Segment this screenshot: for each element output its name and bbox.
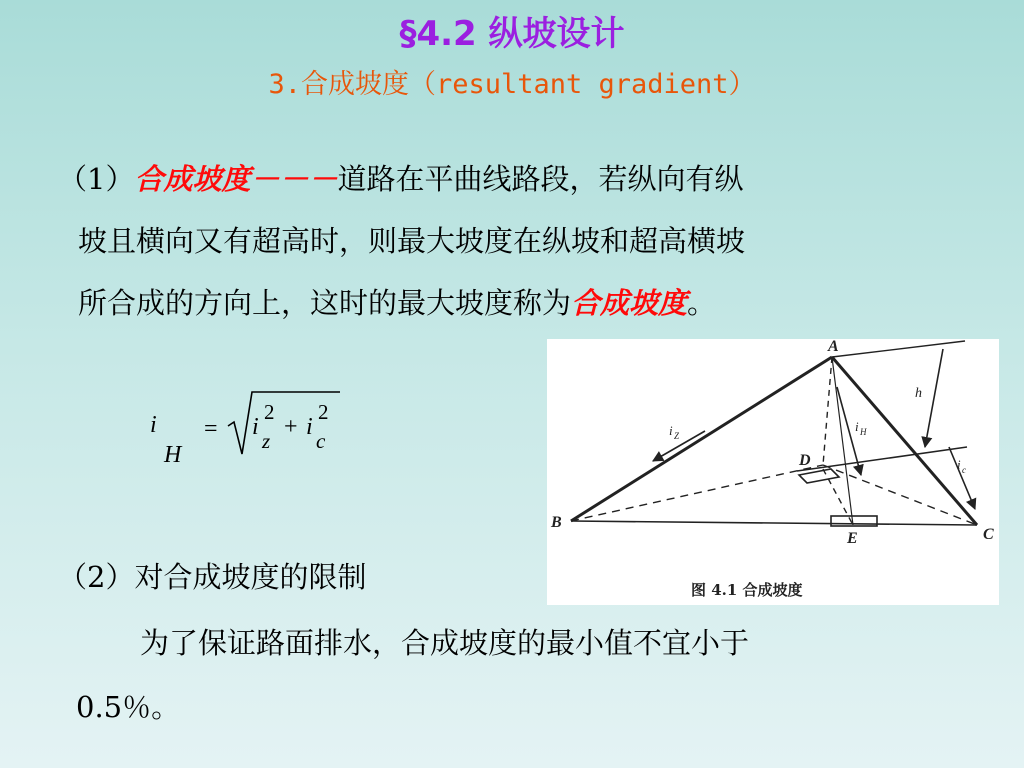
formula-plus: +: [284, 414, 298, 440]
page-subtitle: 3.合成坡度（resultant gradient）: [268, 69, 756, 100]
dashed-ad: [823, 357, 832, 465]
period: 。: [687, 286, 717, 320]
formula-sup-1: 2: [264, 400, 275, 424]
label-iz: i: [669, 423, 673, 438]
arrow-ic: [949, 447, 975, 509]
term-highlight: 合成坡度－－－: [134, 162, 338, 196]
point-b-label: B: [551, 514, 562, 531]
dashed-bd: [571, 465, 823, 521]
formula-lhs-var: i: [150, 412, 157, 438]
formula-sub-2: c: [316, 429, 326, 453]
formula-lhs-sub: H: [164, 442, 182, 468]
definition-line-3: 所合成的方向上，这时的最大坡度称为: [78, 286, 572, 320]
resultant-gradient-formula: [146, 388, 356, 468]
figure-svg: [547, 339, 999, 605]
formula-var-2: i: [306, 414, 313, 440]
point-e-label: E: [847, 530, 858, 547]
label-ih-sub: H: [860, 427, 867, 437]
formula-svg: [146, 388, 356, 468]
edge-ac: [832, 357, 977, 525]
formula-equals: =: [204, 416, 218, 442]
line-ae: [832, 357, 853, 525]
limit-value: 0.5％。: [76, 690, 181, 724]
arrow-h: [925, 349, 943, 447]
limit-heading: （2）对合成坡度的限制: [58, 560, 367, 594]
page-title: §4.2 纵坡设计: [399, 14, 625, 54]
paragraph-number: （1）: [58, 162, 135, 196]
d-parallelogram: [799, 469, 839, 483]
point-d-label: D: [799, 452, 811, 469]
edge-bc: [571, 521, 977, 525]
line-a-top: [832, 341, 965, 357]
resultant-gradient-figure: [547, 339, 999, 605]
definition-line-2: 坡且横向又有超高时，则最大坡度在纵坡和超高横坡: [78, 224, 746, 258]
formula-var-1: i: [252, 414, 259, 440]
label-ic: i: [957, 457, 961, 472]
edge-ab: [571, 357, 832, 521]
figure-caption: 图 4.1 合成坡度: [691, 581, 803, 599]
label-ic-sub: c: [962, 465, 966, 475]
definition-line-1: 道路在平曲线路段，若纵向有纵: [337, 162, 744, 196]
definition-paragraph: [58, 148, 1008, 334]
label-h: h: [915, 386, 922, 401]
label-iz-sub: Z: [674, 431, 680, 441]
formula-sup-2: 2: [318, 400, 329, 424]
limit-text: 为了保证路面排水，合成坡度的最小值不宜小于: [140, 626, 750, 660]
definition-line-3-wrap: [58, 272, 1008, 334]
label-ih: i: [855, 419, 859, 434]
term-highlight-end: 合成坡度: [571, 286, 688, 320]
line-d-upper: [797, 447, 967, 471]
formula-sub-1: z: [262, 429, 271, 453]
point-a-label: A: [828, 339, 839, 355]
point-c-label: C: [983, 526, 994, 543]
